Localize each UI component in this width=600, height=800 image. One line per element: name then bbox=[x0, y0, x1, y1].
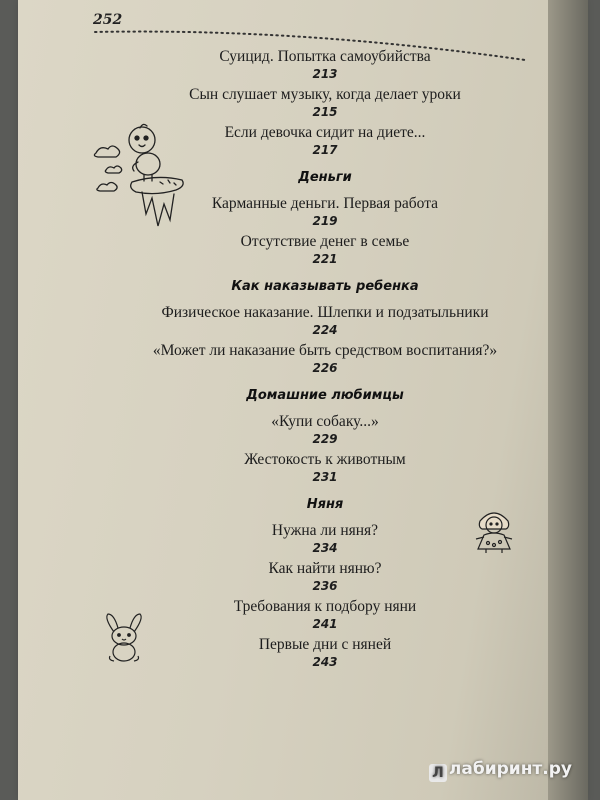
toc-entry[interactable] bbox=[110, 342, 540, 376]
section-heading-pets: Домашние любимцы bbox=[246, 388, 404, 403]
toc-entry-page: 241 bbox=[312, 617, 338, 631]
toc-entry-page: 231 bbox=[312, 470, 338, 484]
toc-entry-title: Как найти няню? bbox=[268, 560, 382, 577]
toc-entry-page: 243 bbox=[312, 655, 338, 669]
section-heading-money: Деньги bbox=[298, 170, 352, 185]
toc-entry-title: Отсутствие денег в семье bbox=[240, 233, 410, 250]
labirint-watermark bbox=[429, 759, 572, 782]
toc-entry-page: 226 bbox=[312, 361, 338, 375]
toc-entry[interactable] bbox=[110, 413, 540, 447]
section-heading-punishment: Как наказывать ребенка bbox=[231, 279, 419, 294]
toc-entry[interactable] bbox=[110, 233, 540, 267]
page-number: 252 bbox=[93, 12, 123, 28]
toc-entry-title: «Может ли наказание быть средством воспитания?» bbox=[152, 342, 498, 359]
toc-entry-page: 221 bbox=[312, 252, 338, 266]
toc-entry-page: 236 bbox=[312, 579, 338, 593]
toc-entry-title: Первые дни с няней bbox=[258, 636, 392, 653]
doll-icon bbox=[468, 505, 520, 557]
labirint-logo-icon: Л bbox=[429, 764, 447, 782]
toc-entry-page: 234 bbox=[312, 541, 338, 555]
bunny-icon bbox=[100, 612, 150, 664]
toc-entry-title: Требования к подбору няни bbox=[233, 598, 417, 615]
page-edge bbox=[548, 0, 588, 800]
watermark-text: лабиринт.ру bbox=[448, 759, 572, 779]
toc-entry[interactable] bbox=[110, 304, 540, 338]
toc-entry-page: 217 bbox=[312, 143, 338, 157]
toc-entry-page: 229 bbox=[312, 432, 338, 446]
toc-entry-page: 215 bbox=[312, 105, 338, 119]
toc-entry[interactable] bbox=[110, 598, 540, 632]
bird-on-rock-icon bbox=[90, 118, 200, 238]
toc-entry[interactable] bbox=[110, 48, 540, 82]
toc-entry-page: 219 bbox=[312, 214, 338, 228]
toc-entry-title: Физическое наказание. Шлепки и подзатыльники bbox=[161, 304, 489, 321]
toc-entry-page: 224 bbox=[312, 323, 338, 337]
toc-entry-title: Если девочка сидит на диете... bbox=[224, 124, 426, 141]
toc-entry-title: Карманные деньги. Первая работа bbox=[211, 195, 439, 212]
toc-entry-title: Нужна ли няня? bbox=[271, 522, 379, 539]
toc-entry[interactable] bbox=[110, 86, 540, 120]
toc-entry-title: Жестокость к животным bbox=[244, 451, 406, 468]
toc-entry[interactable] bbox=[110, 560, 540, 594]
toc-entry[interactable] bbox=[110, 636, 540, 670]
toc-entry-title: Суицид. Попытка самоубийства bbox=[219, 48, 431, 65]
section-heading-nanny: Няня bbox=[306, 497, 344, 512]
toc-entry-title: Сын слушает музыку, когда делает уроки bbox=[189, 86, 461, 103]
toc-entry-title: «Купи собаку...» bbox=[271, 413, 379, 430]
toc-entry[interactable] bbox=[110, 451, 540, 485]
toc-entry-page: 213 bbox=[312, 67, 338, 81]
